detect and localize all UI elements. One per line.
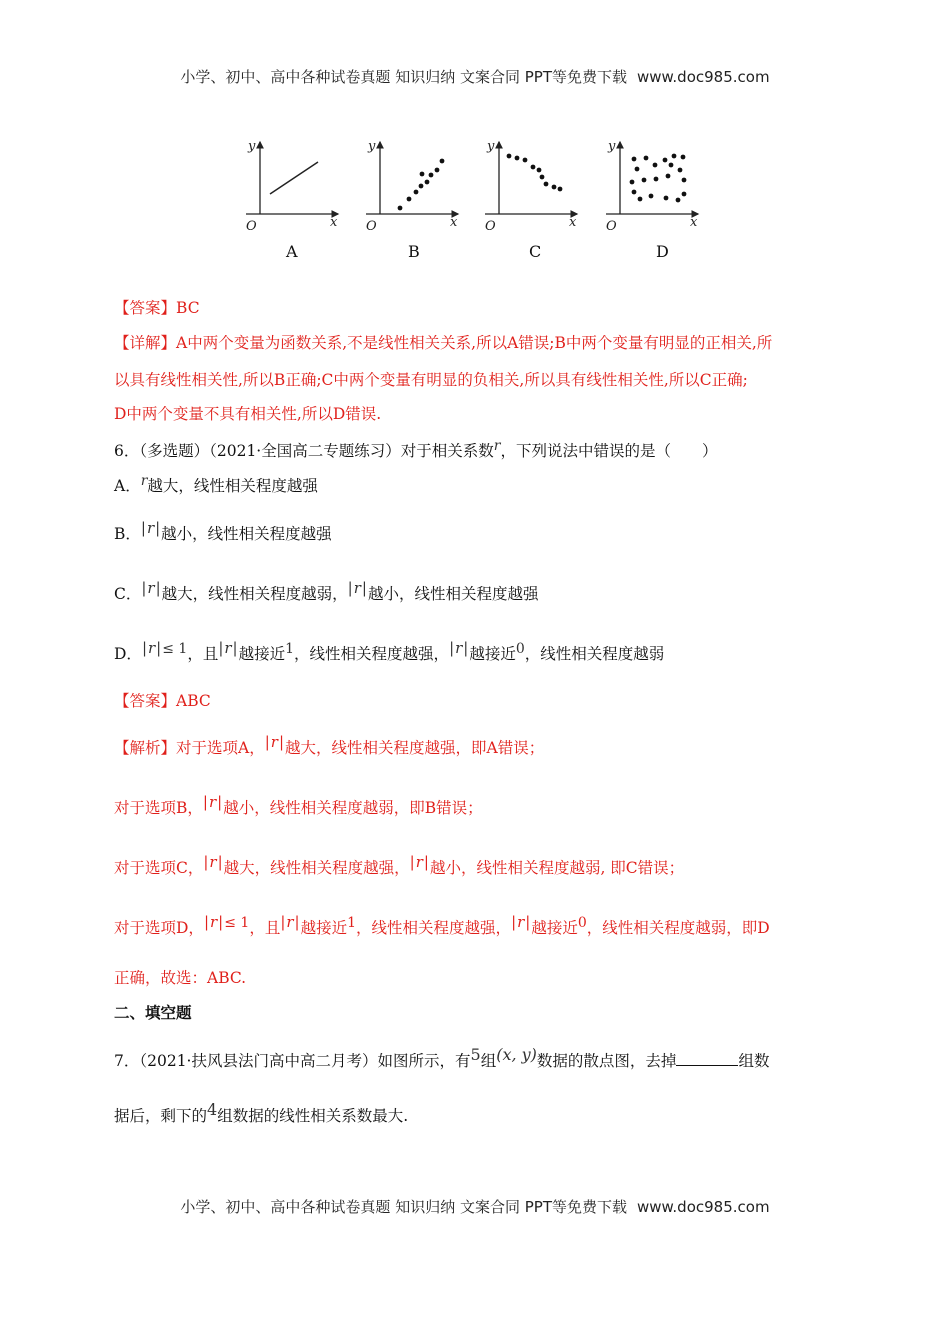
x-axis-label: x bbox=[450, 215, 458, 230]
panel-a-label: A bbox=[286, 242, 298, 261]
panel-b-label: B bbox=[408, 242, 420, 261]
y-axis-label: y bbox=[487, 139, 495, 154]
positive-scatter-points bbox=[398, 159, 445, 211]
panel-d-plot bbox=[598, 132, 708, 232]
page-footer bbox=[0, 1196, 950, 1217]
section-title: 二、填空题 bbox=[114, 1003, 192, 1022]
q6-analysis-b: 对于选项B，|r|越小，线性相关程度越弱，即B错误； bbox=[114, 793, 483, 817]
header-url: www.doc985.com bbox=[636, 68, 770, 86]
x-axis-label: x bbox=[690, 215, 698, 230]
panel-d-label: D bbox=[656, 242, 669, 261]
y-axis-label: y bbox=[248, 139, 256, 154]
q6-option-b: B．|r|越小，线性相关程度越强 bbox=[114, 519, 332, 543]
negative-scatter-points bbox=[507, 154, 563, 192]
panel-a-plot bbox=[238, 132, 348, 232]
function-line bbox=[270, 162, 318, 194]
q5-answer: 【答案】BC bbox=[114, 299, 200, 317]
footer-url: www.doc985.com bbox=[636, 1198, 770, 1216]
panel-b-plot bbox=[358, 132, 468, 232]
origin-label: O bbox=[366, 219, 377, 232]
q7-stem-line-1: 7．（2021·扶风县法门高中高二月考）如图所示，有5组(x, y)数据的散点图，去掉 组数 bbox=[114, 1045, 770, 1070]
q6-analysis-c: 对于选项C，|r|越大，线性相关程度越强，|r|越小，线性相关程度越弱, 即C错误； bbox=[114, 853, 685, 877]
x-axis-label: x bbox=[569, 215, 577, 230]
q5-detail-line-3: D中两个变量不具有相关性,所以D错误. bbox=[114, 405, 382, 423]
q6-option-a: A．r越大，线性相关程度越强 bbox=[114, 473, 318, 495]
q6-option-c: C．|r|越大，线性相关程度越弱，|r|越小，线性相关程度越强 bbox=[114, 579, 539, 603]
page-header bbox=[0, 66, 950, 87]
x-axis-label: x bbox=[330, 215, 338, 230]
footer-text: 小学、初中、高中各种试卷真题 知识归纳 文案合同 PPT等免费下载 bbox=[180, 1198, 627, 1216]
origin-label: O bbox=[246, 219, 257, 232]
q6-analysis-d: 对于选项D，|r|≤ 1，且|r|越接近1，线性相关程度越强，|r|越接近0，线性相关程度越弱，即D bbox=[114, 913, 770, 937]
q5-detail-line-1: 【详解】A中两个变量为函数关系,不是线性相关关系,所以A错误;B中两个变量有明显的正相关,所 bbox=[114, 334, 773, 352]
answer-blank[interactable] bbox=[676, 1049, 738, 1066]
origin-label: O bbox=[606, 219, 617, 232]
y-axis-label: y bbox=[608, 139, 616, 154]
q6-analysis-a: 【解析】对于选项A，|r|越大，线性相关程度越强，即A错误； bbox=[114, 733, 545, 757]
q6-stem: 6．（多选题）（2021·全国高二专题练习）对于相关系数r，下列说法中错误的是（ ） bbox=[114, 438, 718, 460]
q6-analysis-conclusion: 正确，故选：ABC. bbox=[114, 969, 247, 987]
q5-detail-line-2: 以具有线性相关性,所以B正确;C中两个变量有明显的负相关,所以具有线性相关性,所以C正确; bbox=[114, 371, 748, 389]
y-axis-label: y bbox=[368, 139, 376, 154]
q7-stem-line-2: 据后，剩下的4组数据的线性相关系数最大. bbox=[114, 1100, 409, 1125]
q6-answer: 【答案】ABC bbox=[114, 692, 211, 710]
origin-label: O bbox=[485, 219, 496, 232]
panel-c-plot bbox=[477, 132, 587, 232]
panel-c-label: C bbox=[529, 242, 542, 261]
header-text: 小学、初中、高中各种试卷真题 知识归纳 文案合同 PPT等免费下载 bbox=[180, 68, 627, 86]
uncorrelated-scatter-points bbox=[630, 154, 687, 203]
q6-option-d: D．|r|≤ 1，且|r|越接近1，线性相关程度越强，|r|越接近0，线性相关程度越弱 bbox=[114, 639, 665, 663]
